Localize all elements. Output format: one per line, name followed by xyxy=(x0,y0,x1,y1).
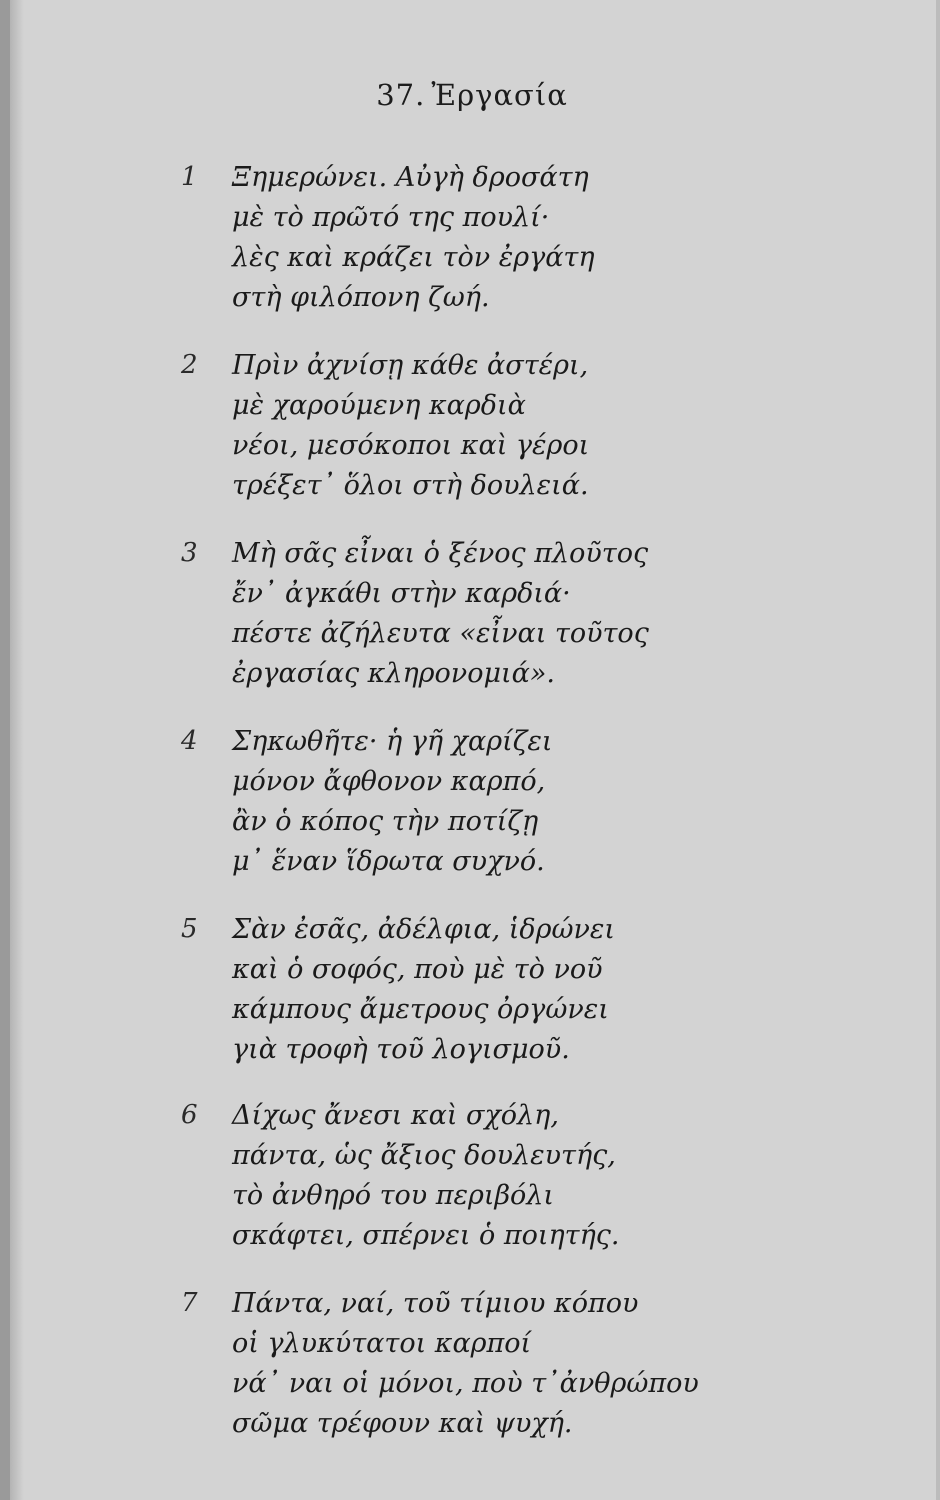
verse-line: μὲ χαρούμενη καρδιὰ xyxy=(232,390,526,421)
stanza-number: 4 xyxy=(181,726,198,756)
verse-line: νέοι, μεσόκοποι καὶ γέροι xyxy=(232,430,590,461)
poem-number: 37. xyxy=(376,78,426,112)
stanza-number: 2 xyxy=(181,350,198,380)
verse-line: πέστε ἀζήλευτα «εἶναι τοῦτος xyxy=(232,618,649,649)
verse-line: τὸ ἀνθηρό του περιβόλι xyxy=(232,1180,555,1211)
stanza-number: 3 xyxy=(181,538,198,568)
stanza-number: 5 xyxy=(181,914,198,944)
stanza-number: 6 xyxy=(181,1100,198,1130)
stanza-number: 1 xyxy=(181,162,198,192)
verse-line: νά᾿ ναι οἱ μόνοι, ποὺ τ᾿ἀνθρώπου xyxy=(232,1368,699,1399)
verse-line: ἂν ὁ κόπος τὴν ποτίζῃ xyxy=(232,806,539,837)
verse-line: μ᾿ ἕναν ἵδρωτα συχνό. xyxy=(232,846,545,877)
verse-line: ἔν᾿ ἀγκάθι στὴν καρδιά· xyxy=(232,578,571,609)
verse-line: Σὰν ἐσᾶς, ἀδέλφια, ἱδρώνει xyxy=(232,914,615,945)
verse-line: κάμπους ἄμετρους ὀργώνει xyxy=(232,994,609,1025)
verse-line: σῶμα τρέφουν καὶ ψυχή. xyxy=(232,1408,573,1439)
verse-line: Μὴ σᾶς εἶναι ὁ ξένος πλοῦτος xyxy=(232,538,649,569)
stanza-number: 7 xyxy=(181,1288,198,1318)
verse-line: πάντα, ὡς ἄξιος δουλευτής, xyxy=(232,1140,616,1171)
poem-title xyxy=(0,78,940,112)
verse-line: τρέξετ᾿ ὅλοι στὴ δουλειά. xyxy=(232,470,589,501)
verse-line: σκάφτει, σπέρνει ὁ ποιητής. xyxy=(232,1220,620,1251)
verse-line: Δίχως ἄνεσι καὶ σχόλη, xyxy=(232,1100,559,1131)
verse-line: ἐργασίας κληρονομιά». xyxy=(232,658,555,689)
verse-line: στὴ φιλόπονη ζωή. xyxy=(232,282,490,313)
verse-line: οἱ γλυκύτατοι καρποί xyxy=(232,1328,532,1359)
verse-line: μὲ τὸ πρῶτό της πουλί· xyxy=(232,202,550,233)
verse-line: λὲς καὶ κράζει τὸν ἐργάτη xyxy=(232,242,595,273)
poem-title-text: Ἐργασία xyxy=(431,78,568,112)
verse-line: Ξημερώνει. Αὐγὴ δροσάτη xyxy=(232,162,589,193)
verse-line: Σηκωθῆτε· ἡ γῆ χαρίζει xyxy=(232,726,553,757)
verse-line: γιὰ τροφὴ τοῦ λογισμοῦ. xyxy=(232,1034,570,1065)
verse-line: μόνον ἄφθονον καρπό, xyxy=(232,766,546,797)
verse-line: καὶ ὁ σοφός, ποὺ μὲ τὸ νοῦ xyxy=(232,954,603,985)
verse-line: Πρὶν ἀχνίσῃ κάθε ἀστέρι, xyxy=(232,350,589,381)
verse-line: Πάντα, ναί, τοῦ τίμιου κόπου xyxy=(232,1288,639,1319)
